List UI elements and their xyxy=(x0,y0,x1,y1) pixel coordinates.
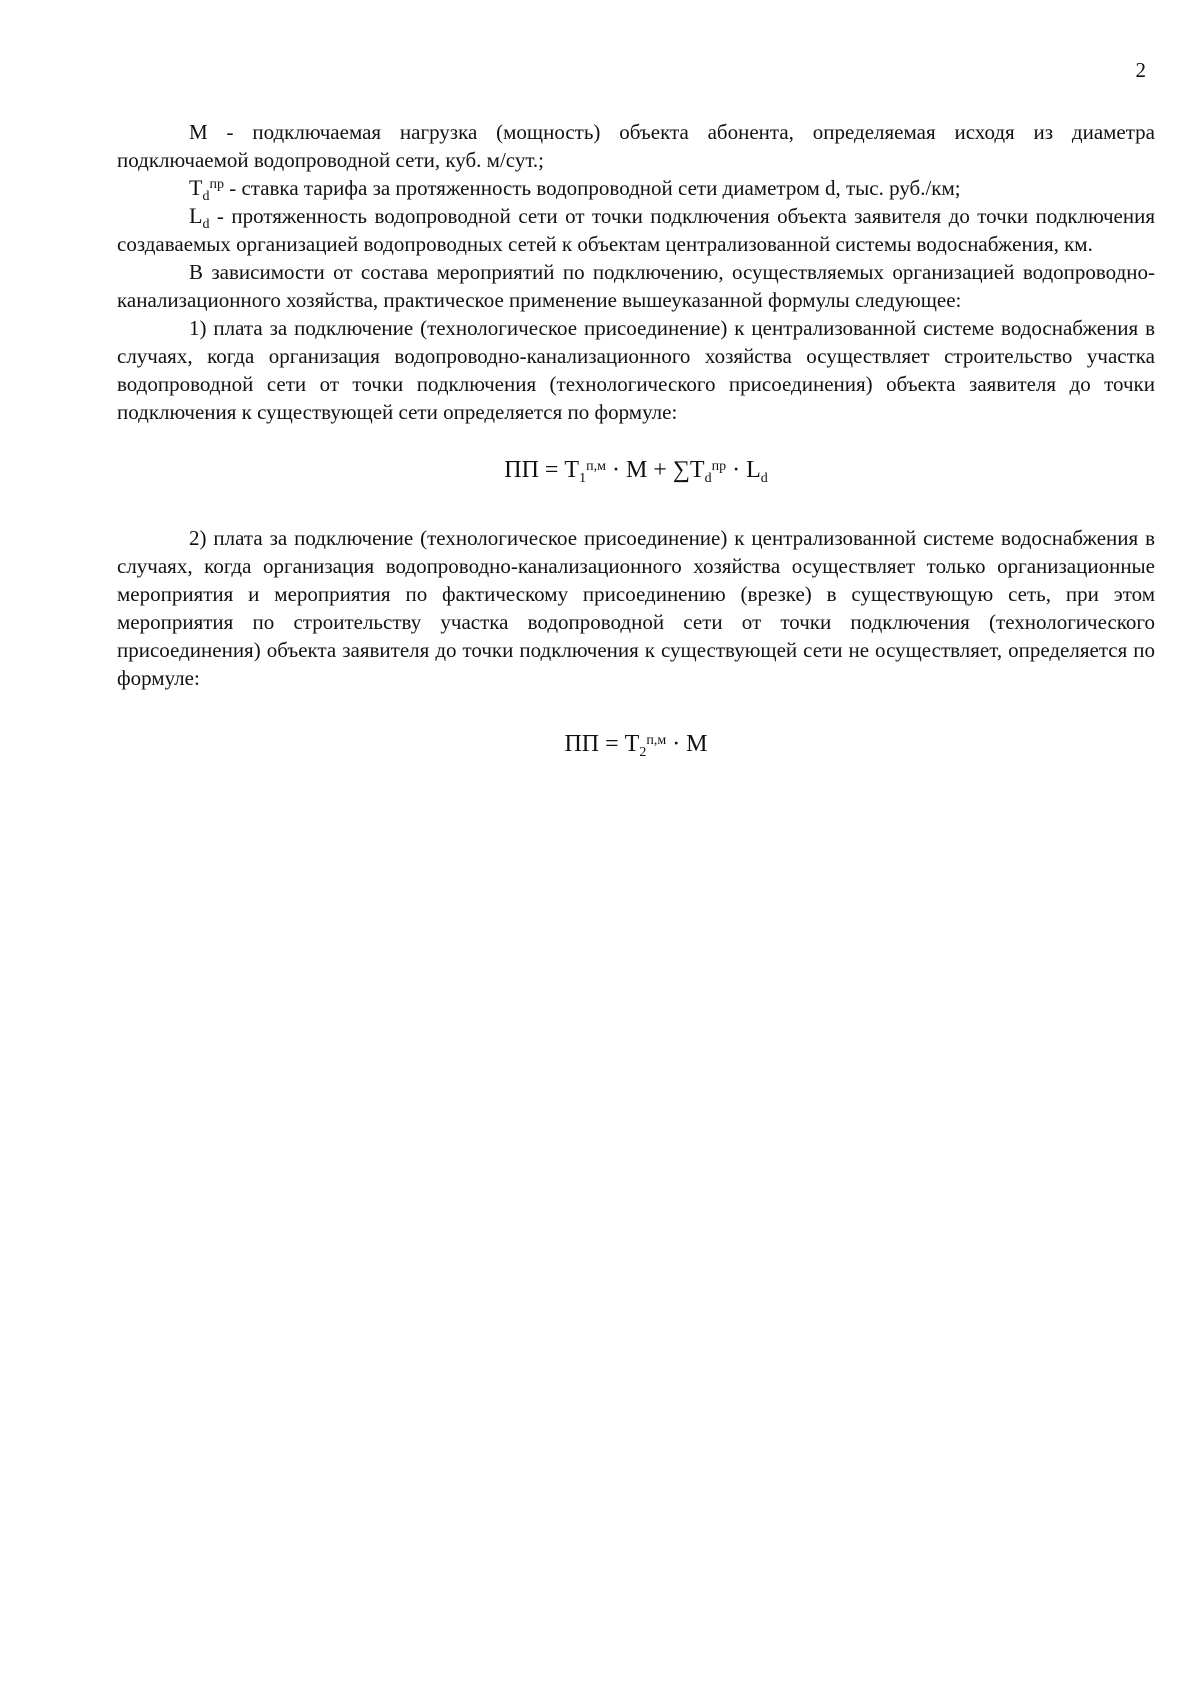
definition-symbol-m: М xyxy=(189,120,208,144)
formula-1-mid: · М + ∑T xyxy=(605,457,705,483)
definition-text-m: - подключаемая нагрузка (мощность) объекта абонента, определяемая исходя из диаметра подключаемой водопроводной сети, куб. м/сут.; xyxy=(117,120,1155,172)
paragraph-case-2: 2) плата за подключение (технологическое присоединение) к централизованной системе водоснабжения в случаях, когда организация водопроводно-канализационного хозяйства осуществляет только организационные мероприятия и мероприятия по фактическому присоединению (врезке) в существующую сеть, при этом мероприятия по строительству участка водопроводной сети от точки подключения (технологического присоединения) объекта заявителя до точки подключения к существующей сети не осуществляет, определяется по формуле: xyxy=(117,526,1155,690)
formula-2-rest: · М xyxy=(666,731,708,757)
formula-1-l-part: · L xyxy=(726,457,761,483)
definition-symbol-ld xyxy=(189,203,210,232)
formula-1-t1-sub: 1 xyxy=(579,471,587,486)
formula-2 xyxy=(117,730,1155,758)
document-body xyxy=(117,118,1155,758)
td-superscript: пр xyxy=(209,177,224,192)
td-base: T xyxy=(189,175,203,200)
definition-td xyxy=(117,174,1155,202)
td-subscript: d xyxy=(202,189,210,204)
formula-2-t2-sub: 2 xyxy=(639,745,647,760)
formula-1-t1-sup: п,м xyxy=(586,459,606,474)
formula-1 xyxy=(117,456,1155,484)
formula-2-t2-sup: п,м xyxy=(646,733,667,748)
definition-text-ld: - протяженность водопроводной сети от точки подключения объекта заявителя до точки подключения создаваемых организацией водопроводных сетей к объектам централизованной системы водоснабжения, км. xyxy=(117,204,1155,256)
paragraph-case-1: 1) плата за подключение (технологическое присоединение) к централизованной системе водоснабжения в случаях, когда организация водопроводно-канализационного хозяйства осуществляет строительство участка водопроводной сети от точки подключения (технологического присоединения) объекта заявителя до точки подключения к существующей сети определяется по формуле: xyxy=(117,316,1155,424)
formula-1-l-sub: d xyxy=(760,471,768,486)
page-number: 2 xyxy=(1135,58,1146,82)
ld-subscript: d xyxy=(202,217,210,232)
definition-ld xyxy=(117,202,1155,258)
formula-1-td-sub: d xyxy=(704,471,712,486)
definition-symbol-td xyxy=(189,175,224,204)
formula-1-td-sup: пр xyxy=(711,459,727,474)
formula-1-lhs: ПП = Т xyxy=(504,457,580,483)
formula-2-lhs: ПП = Т xyxy=(564,731,640,757)
ld-base: L xyxy=(189,203,203,228)
paragraph-intro: В зависимости от состава мероприятий по подключению, осуществляемых организацией водопроводно-канализационного хозяйства, практическое применение вышеуказанной формулы следующее: xyxy=(117,260,1155,312)
definition-text-td: - ставка тарифа за протяженность водопроводной сети диаметром d, тыс. руб./км; xyxy=(223,176,961,200)
definition-m xyxy=(117,118,1155,174)
